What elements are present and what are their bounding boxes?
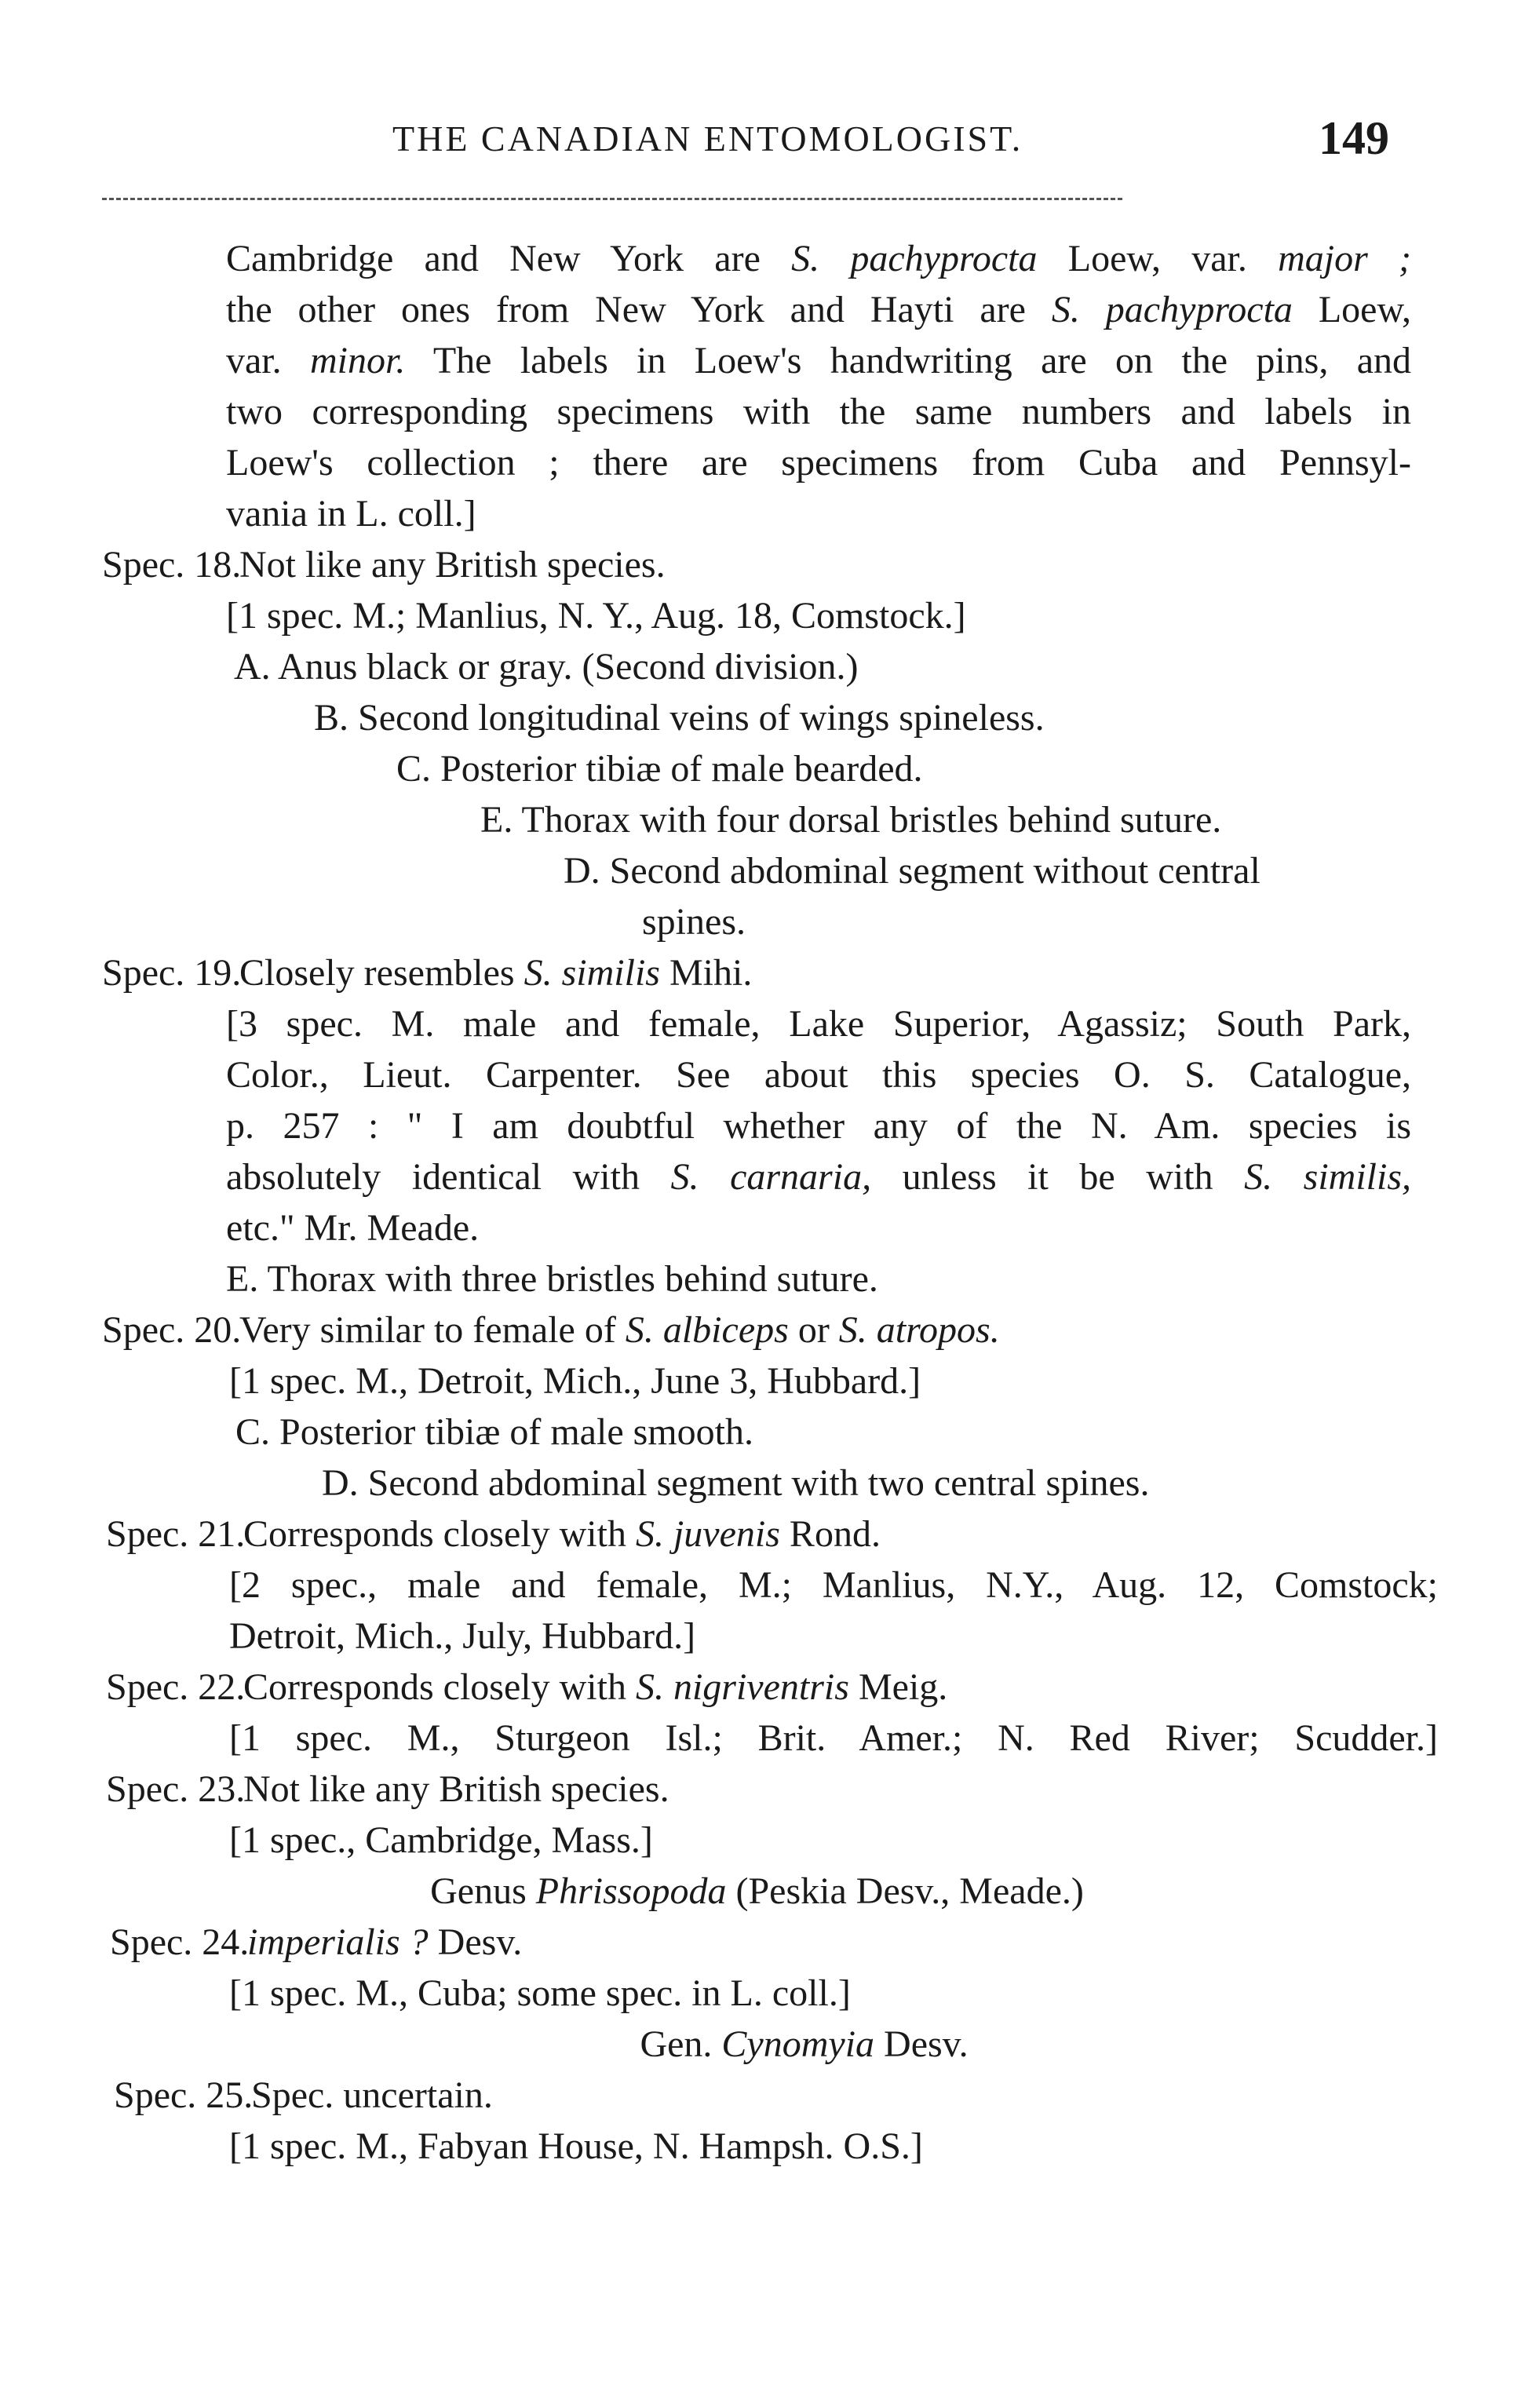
key-line: D. Second abdominal segment with two central spines.	[322, 1462, 1150, 1504]
running-title: THE CANADIAN ENTOMOLOGIST.	[392, 119, 1023, 159]
spec-number: Spec. 23.	[106, 1768, 246, 1810]
species-entry: Spec. 24.imperialis ? Desv.	[110, 1919, 522, 1966]
spec-number: Spec. 25.	[114, 2074, 254, 2116]
key-line: E. Thorax with four dorsal bristles behind suture.	[480, 799, 1222, 841]
spec-number: Spec. 21.	[106, 1513, 246, 1555]
text-line: the other ones from New York and Hayti are S. pachyprocta Loew,	[226, 289, 1411, 330]
text-line: Loew's collection ; there are specimens from Cuba and Pennsyl-	[226, 442, 1411, 483]
specimen-note: absolutely identical with S. carnaria, unless it be with S. similis,	[226, 1156, 1412, 1198]
key-line: B. Second longitudinal veins of wings spineless.	[314, 697, 1045, 739]
specimen-note: Detroit, Mich., July, Hubbard.]	[229, 1615, 696, 1657]
species-entry: Spec. 19.Closely resembles S. similis Mihi.	[102, 950, 752, 997]
text-line: vania in L. coll.]	[226, 493, 476, 535]
specimen-note: [1 spec. M., Sturgeon Isl.; Brit. Amer.; N. Red River; Scudder.]	[229, 1717, 1438, 1759]
species-entry: Spec. 25.Spec. uncertain.	[114, 2072, 493, 2119]
text-line: Cambridge and New York are S. pachyprocta Loew, var. major ;	[226, 238, 1412, 279]
specimen-note: [2 spec., male and female, M.; Manlius, N.Y., Aug. 12, Comstock;	[229, 1564, 1438, 1606]
key-line: C. Posterior tibiæ of male bearded.	[396, 748, 923, 790]
species-entry: Spec. 18.Not like any British species.	[102, 542, 666, 589]
species-entry: Spec. 23.Not like any British species.	[106, 1766, 669, 1813]
genus-heading: Gen. Cynomyia Desv.	[640, 2023, 969, 2065]
spec-number: Spec. 24.	[110, 1921, 250, 1963]
specimen-note: etc." Mr. Meade.	[226, 1207, 480, 1249]
specimen-note: [1 spec., Cambridge, Mass.]	[229, 1819, 653, 1861]
specimen-note: p. 257 : " I am doubtful whether any of the N. Am. species is	[226, 1105, 1411, 1147]
spec-number: Spec. 22.	[106, 1666, 246, 1708]
text-line: var. minor. The labels in Loew's handwriting are on the pins, and	[226, 340, 1412, 381]
spec-number: Spec. 18.	[102, 544, 242, 586]
key-line: A. Anus black or gray. (Second division.)	[234, 646, 859, 688]
page-header	[0, 112, 1514, 173]
species-entry: Spec. 20.Very similar to female of S. albiceps or S. atropos.	[102, 1307, 1000, 1354]
species-entry: Spec. 22.Corresponds closely with S. nigriventris Meig.	[106, 1664, 947, 1711]
key-line: spines.	[642, 901, 746, 943]
key-line: D. Second abdominal segment without central	[564, 850, 1260, 892]
specimen-note: [1 spec. M., Detroit, Mich., June 3, Hubbard.]	[229, 1360, 921, 1402]
page-number: 149	[1319, 112, 1389, 164]
spec-number: Spec. 19.	[102, 952, 242, 994]
specimen-note: [1 spec. M., Fabyan House, N. Hampsh. O.S.]	[229, 2125, 923, 2167]
specimen-note: [1 spec. M., Cuba; some spec. in L. coll.]	[229, 1972, 851, 2014]
key-line: E. Thorax with three bristles behind suture.	[226, 1258, 878, 1300]
spec-number: Spec. 20.	[102, 1309, 242, 1351]
text-line: two corresponding specimens with the same numbers and labels in	[226, 391, 1411, 432]
specimen-note: [1 spec. M.; Manlius, N. Y., Aug. 18, Comstock.]	[226, 595, 966, 637]
genus-heading: Genus Phrissopoda (Peskia Desv., Meade.)	[430, 1870, 1084, 1912]
specimen-note: [3 spec. M. male and female, Lake Superior, Agassiz; South Park,	[226, 1003, 1411, 1045]
species-entry: Spec. 21.Corresponds closely with S. juvenis Rond.	[106, 1511, 881, 1558]
header-rule	[102, 198, 1122, 200]
key-line: C. Posterior tibiæ of male smooth.	[235, 1411, 753, 1453]
specimen-note: Color., Lieut. Carpenter. See about this species O. S. Catalogue,	[226, 1054, 1411, 1096]
